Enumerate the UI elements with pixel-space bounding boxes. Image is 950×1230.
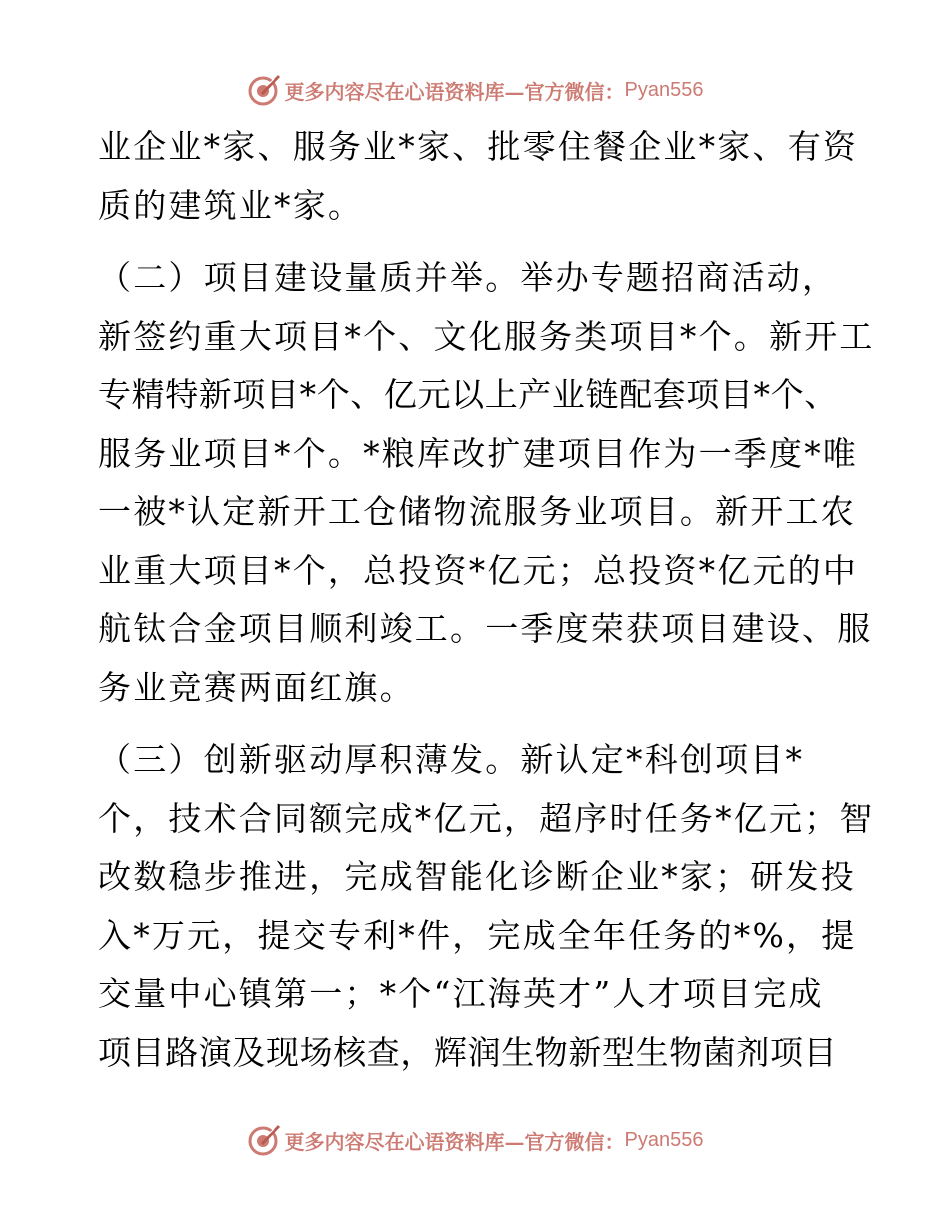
text-line: 交量中心镇第一；*个“江海英才”人才项目完成 xyxy=(98,974,824,1013)
paragraph xyxy=(98,118,858,235)
quill-logo-icon xyxy=(247,73,281,107)
footer-banner-wechat-id: Pyan556 xyxy=(624,1128,704,1151)
footer-banner xyxy=(0,1120,950,1160)
text-line: 航钛合金项目顺利竣工。一季度荣获项目建设、服 xyxy=(98,609,873,648)
section-heading-line: （三）创新驱动厚积薄发。新认定*科创项目* xyxy=(98,740,805,779)
text-line: 业企业*家、服务业*家、批零住餐企业*家、有资 xyxy=(98,127,859,166)
section-heading-line: （二）项目建设量质并举。举办专题招商活动， xyxy=(98,258,838,297)
text-line: 质的建筑业*家。 xyxy=(98,185,364,225)
text-line: 项目路演及现场核查，辉润生物新型生物菌剂项目 xyxy=(98,1032,838,1072)
text-line: 改数稳步推进，完成智能化诊断企业*家；研发投 xyxy=(98,857,856,896)
paragraph xyxy=(98,731,875,1082)
quill-logo-icon xyxy=(247,1123,281,1157)
footer-banner-text: 更多内容尽在心语资料库—官方微信： xyxy=(284,1129,625,1154)
header-banner-text: 更多内容尽在心语资料库—官方微信： xyxy=(284,79,625,104)
text-line: 务业竞赛两面红旗。 xyxy=(98,667,415,707)
text-line: 专精特新项目*个、亿元以上产业链配套项目*个、 xyxy=(98,375,838,414)
document-body xyxy=(98,118,875,1082)
text-line: 个，技术合同额完成*亿元，超序时任务*亿元；智 xyxy=(98,798,875,838)
text-line: 业重大项目*个，总投资*亿元；总投资*亿元的中 xyxy=(98,550,859,590)
text-line: 服务业项目*个。*粮库改扩建项目作为一季度*唯 xyxy=(98,433,859,473)
text-line: 入*万元，提交专利*件，完成全年任务的*%，提 xyxy=(98,915,857,955)
header-banner-wechat-id: Pyan556 xyxy=(624,78,704,101)
paragraph xyxy=(98,249,875,717)
text-line: 一被*认定新开工仓储物流服务业项目。新开工农 xyxy=(98,492,856,531)
text-line: 新签约重大项目*个、文化服务类项目*个。新开工 xyxy=(98,316,875,356)
header-banner xyxy=(0,70,950,110)
